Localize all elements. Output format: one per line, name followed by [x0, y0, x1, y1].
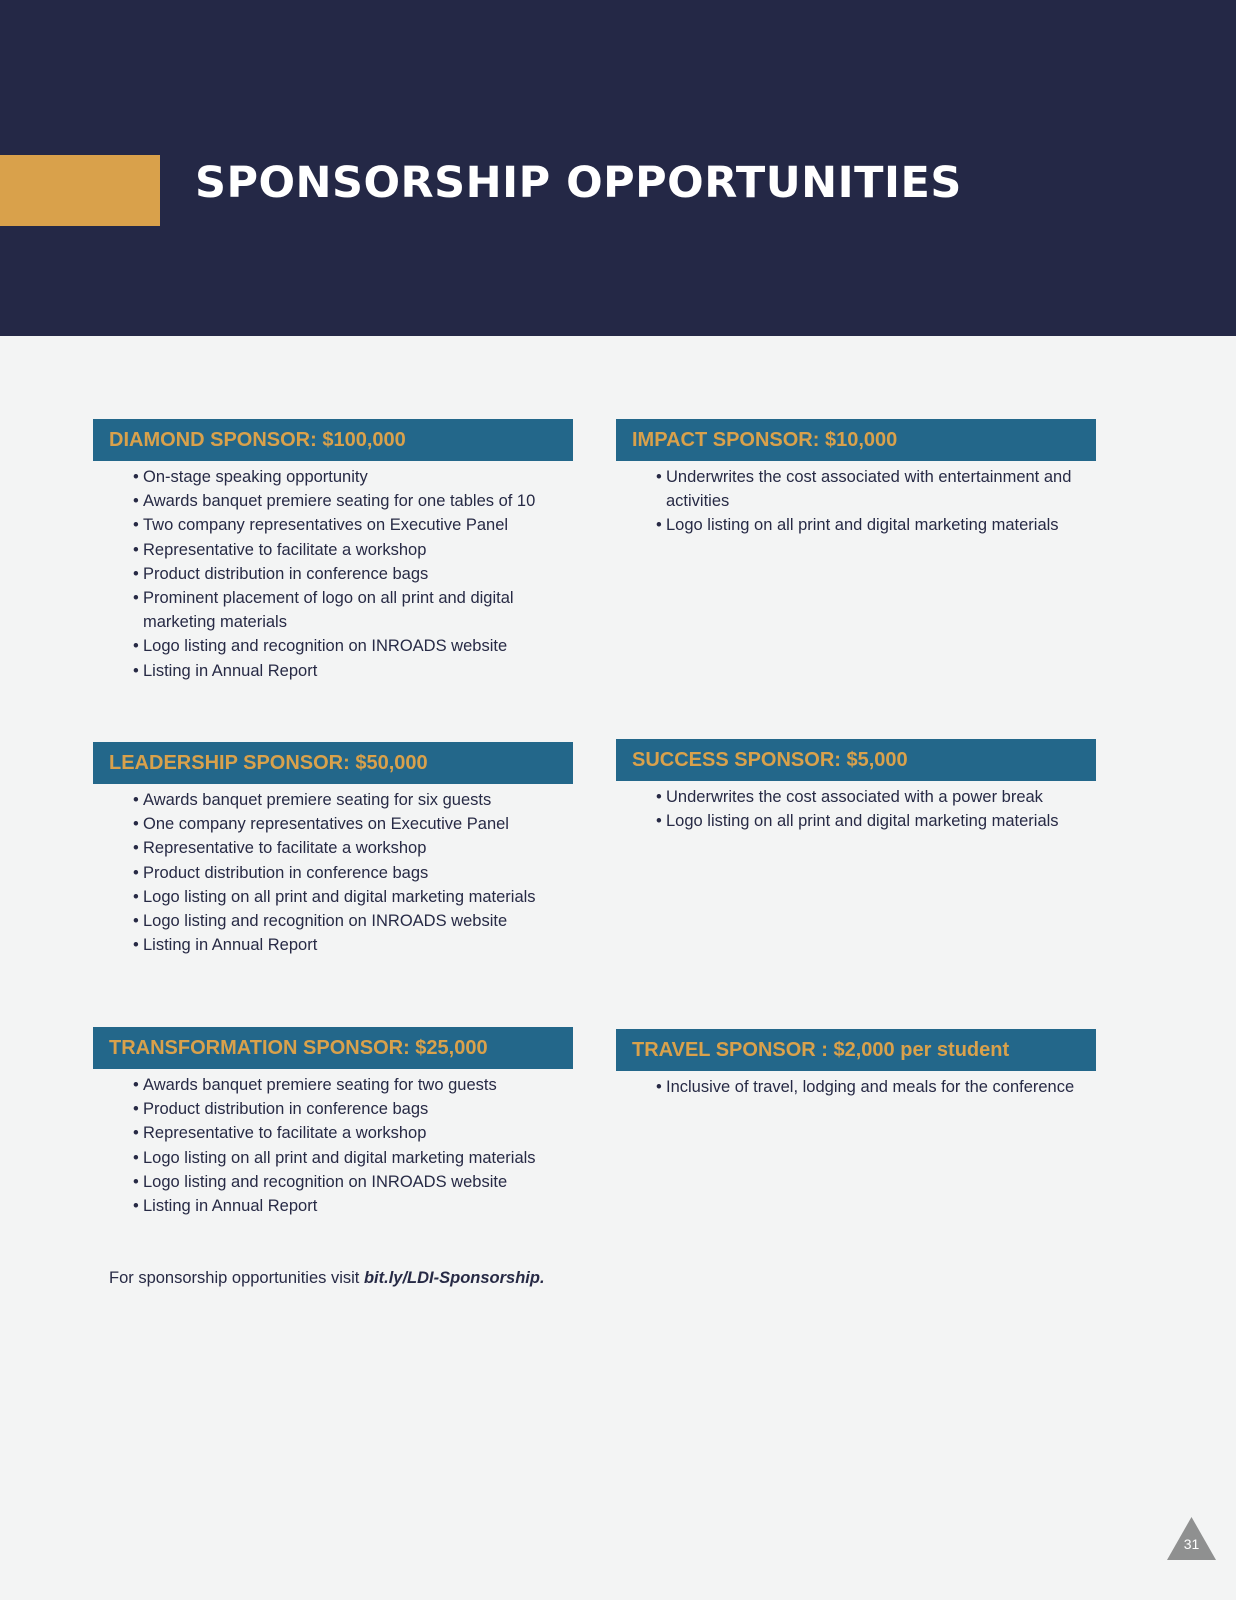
benefits-list: [93, 1069, 573, 1218]
benefit-item: • Awards banquet premiere seating for six guests: [133, 788, 573, 812]
sponsorship-link[interactable]: bit.ly/LDI-Sponsorship.: [363, 1269, 545, 1287]
card-title: DIAMOND SPONSOR: $100,000: [109, 428, 406, 451]
benefits-list: [616, 1071, 1096, 1099]
benefit-item: • Product distribution in conference bags: [133, 1097, 573, 1121]
page-number: 31: [1183, 1536, 1200, 1552]
footer-text: For sponsorship opportunities visit: [109, 1269, 364, 1287]
benefit-item: • Listing in Annual Report: [133, 933, 573, 957]
sponsor-card-diamond: [93, 419, 573, 683]
benefit-item: • Representative to facilitate a workshop: [133, 836, 573, 860]
benefit-item: • Underwrites the cost associated with a power break: [656, 785, 1096, 809]
benefit-item: • Prominent placement of logo on all print and digital marketing materials: [133, 586, 573, 634]
benefits-list: [93, 461, 573, 683]
card-header: [616, 1029, 1096, 1071]
card-header: [93, 419, 573, 461]
card-title: TRANSFORMATION SPONSOR: $25,000: [109, 1036, 488, 1059]
benefit-item: • Logo listing and recognition on INROADS website: [133, 909, 573, 933]
card-header: [616, 419, 1096, 461]
benefit-item: • Representative to facilitate a workshop: [133, 1121, 573, 1145]
card-header: [93, 742, 573, 784]
benefit-item: • Two company representatives on Executive Panel: [133, 513, 573, 537]
sponsor-card-success: [616, 739, 1096, 833]
benefit-item: • Inclusive of travel, lodging and meals for the conference: [656, 1075, 1096, 1099]
accent-bar: [0, 155, 160, 226]
benefit-item: • Logo listing on all print and digital marketing materials: [656, 809, 1096, 833]
benefit-item: • Underwrites the cost associated with entertainment and activities: [656, 465, 1096, 513]
benefit-item: • Listing in Annual Report: [133, 1194, 573, 1218]
benefit-item: • Logo listing on all print and digital marketing materials: [133, 885, 573, 909]
card-title: TRAVEL SPONSOR : $2,000 per student: [632, 1038, 1010, 1061]
benefit-item: • Logo listing and recognition on INROADS website: [133, 634, 573, 658]
benefit-item: • Product distribution in conference bags: [133, 562, 573, 586]
card-title: IMPACT SPONSOR: $10,000: [632, 428, 898, 451]
benefit-item: • Logo listing on all print and digital marketing materials: [656, 513, 1096, 537]
benefit-item: • One company representatives on Executive Panel: [133, 812, 573, 836]
benefits-list: [616, 781, 1096, 833]
footer-note: [109, 1266, 545, 1290]
card-header: [93, 1027, 573, 1069]
benefit-item: • Product distribution in conference bags: [133, 861, 573, 885]
benefit-item: • Listing in Annual Report: [133, 659, 573, 683]
card-header: [616, 739, 1096, 781]
benefit-item: • Representative to facilitate a workshop: [133, 538, 573, 562]
benefit-item: • Awards banquet premiere seating for one tables of 10: [133, 489, 573, 513]
sponsor-card-impact: [616, 419, 1096, 538]
benefit-item: • Logo listing on all print and digital marketing materials: [133, 1146, 573, 1170]
benefit-item: • On-stage speaking opportunity: [133, 465, 573, 489]
benefit-item: • Logo listing and recognition on INROADS website: [133, 1170, 573, 1194]
benefits-list: [616, 461, 1096, 538]
benefit-item: • Awards banquet premiere seating for two guests: [133, 1073, 573, 1097]
sponsor-card-travel: [616, 1029, 1096, 1099]
benefits-list: [93, 784, 573, 957]
sponsor-card-transformation: [93, 1027, 573, 1218]
page-title: SPONSORSHIP OPPORTUNITIES: [195, 158, 962, 208]
sponsor-card-leadership: [93, 742, 573, 957]
card-title: SUCCESS SPONSOR: $5,000: [632, 748, 908, 771]
card-title: LEADERSHIP SPONSOR: $50,000: [109, 751, 428, 774]
